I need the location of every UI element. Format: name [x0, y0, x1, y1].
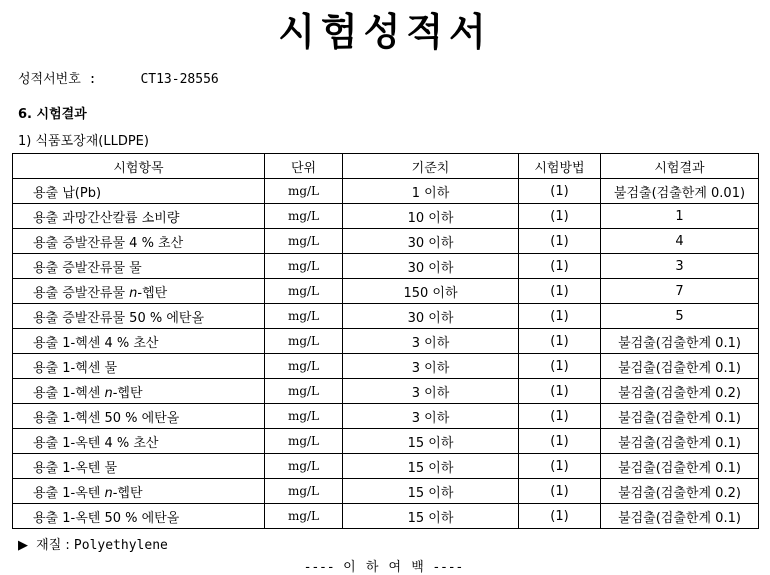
- end-of-document-note: ---- 이 하 여 백 ----: [305, 560, 465, 575]
- cell-standard: 3 이하: [343, 329, 519, 354]
- cell-unit: mg/L: [265, 329, 343, 354]
- table-row: [13, 204, 759, 229]
- cell-standard: 30 이하: [343, 254, 519, 279]
- table-row: [13, 304, 759, 329]
- cell-unit: mg/L: [265, 279, 343, 304]
- cell-standard: 30 이하: [343, 229, 519, 254]
- cell-test-item: 용출 과망간산칼륨 소비량: [13, 204, 265, 229]
- certificate-number-value: CT13-28556: [140, 72, 219, 87]
- table-row: [13, 379, 759, 404]
- cell-unit: mg/L: [265, 504, 343, 529]
- table-row: [13, 329, 759, 354]
- certificate-number-label: 성적서번호 :: [18, 72, 97, 87]
- cell-unit: mg/L: [265, 254, 343, 279]
- cell-test-item: 용출 증발잔류물 n-헵탄: [13, 279, 265, 304]
- header-method: 시험방법: [519, 154, 601, 179]
- table-row: [13, 479, 759, 504]
- cell-test-item: 용출 증발잔류물 4 % 초산: [13, 229, 265, 254]
- cell-test-item: 용출 1-옥텐 50 % 에탄올: [13, 504, 265, 529]
- cell-result: 3: [601, 254, 759, 279]
- cell-standard: 3 이하: [343, 379, 519, 404]
- table-row: [13, 454, 759, 479]
- results-table: [12, 153, 759, 529]
- cell-standard: 15 이하: [343, 429, 519, 454]
- material-marker: ▶: [18, 538, 28, 553]
- table-row: [13, 179, 759, 204]
- cell-method: (1): [519, 404, 601, 429]
- cell-result: 불검출(검출한계 0.1): [601, 329, 759, 354]
- table-body: [13, 179, 759, 529]
- cell-standard: 1 이하: [343, 179, 519, 204]
- header-standard: 기준치: [343, 154, 519, 179]
- cell-unit: mg/L: [265, 354, 343, 379]
- cell-result: 7: [601, 279, 759, 304]
- cell-standard: 30 이하: [343, 304, 519, 329]
- cell-result: 불검출(검출한계 0.1): [601, 429, 759, 454]
- cell-standard: 3 이하: [343, 354, 519, 379]
- cell-result: 4: [601, 229, 759, 254]
- cell-test-item: 용출 1-헥센 4 % 초산: [13, 329, 265, 354]
- table-row: [13, 279, 759, 304]
- document-title: 시험성적서: [278, 10, 492, 54]
- cell-result: 불검출(검출한계 0.2): [601, 479, 759, 504]
- cell-standard: 3 이하: [343, 404, 519, 429]
- cell-method: (1): [519, 479, 601, 504]
- cell-unit: mg/L: [265, 229, 343, 254]
- cell-test-item: 용출 1-헥센 물: [13, 354, 265, 379]
- cell-unit: mg/L: [265, 454, 343, 479]
- cell-standard: 15 이하: [343, 479, 519, 504]
- cell-test-item: 용출 1-헥센 n-헵탄: [13, 379, 265, 404]
- cell-result: 5: [601, 304, 759, 329]
- cell-test-item: 용출 1-옥텐 n-헵탄: [13, 479, 265, 504]
- cell-result: 불검출(검출한계 0.01): [601, 179, 759, 204]
- material-line: [18, 534, 168, 553]
- cell-result: 불검출(검출한계 0.2): [601, 379, 759, 404]
- cell-method: (1): [519, 279, 601, 304]
- cell-unit: mg/L: [265, 379, 343, 404]
- header-result: 시험결과: [601, 154, 759, 179]
- table-row: [13, 429, 759, 454]
- cell-unit: mg/L: [265, 304, 343, 329]
- cell-result: 1: [601, 204, 759, 229]
- cell-method: (1): [519, 254, 601, 279]
- certificate-number: [18, 68, 219, 87]
- cell-test-item: 용출 1-옥텐 물: [13, 454, 265, 479]
- table-row: [13, 254, 759, 279]
- cell-unit: mg/L: [265, 179, 343, 204]
- cell-method: (1): [519, 229, 601, 254]
- cell-result: 불검출(검출한계 0.1): [601, 454, 759, 479]
- cell-method: (1): [519, 204, 601, 229]
- cell-test-item: 용출 1-옥텐 4 % 초산: [13, 429, 265, 454]
- cell-test-item: 용출 납(Pb): [13, 179, 265, 204]
- cell-unit: mg/L: [265, 429, 343, 454]
- cell-unit: mg/L: [265, 479, 343, 504]
- cell-method: (1): [519, 379, 601, 404]
- cell-test-item: 용출 증발잔류물 50 % 에탄올: [13, 304, 265, 329]
- cell-test-item: 용출 1-헥센 50 % 에탄올: [13, 404, 265, 429]
- cell-method: (1): [519, 429, 601, 454]
- cell-result: 불검출(검출한계 0.1): [601, 404, 759, 429]
- cell-standard: 10 이하: [343, 204, 519, 229]
- table-row: [13, 404, 759, 429]
- table-row: [13, 354, 759, 379]
- cell-method: (1): [519, 504, 601, 529]
- cell-unit: mg/L: [265, 204, 343, 229]
- cell-test-item: 용출 증발잔류물 물: [13, 254, 265, 279]
- header-test-item: 시험항목: [13, 154, 265, 179]
- table-header-row: [13, 154, 759, 179]
- cell-standard: 150 이하: [343, 279, 519, 304]
- cell-standard: 15 이하: [343, 504, 519, 529]
- material-value: Polyethylene: [73, 538, 168, 553]
- subsection-title: 1) 식품포장재(LLDPE): [18, 134, 149, 149]
- cell-unit: mg/L: [265, 404, 343, 429]
- cell-result: 불검출(검출한계 0.1): [601, 504, 759, 529]
- cell-result: 불검출(검출한계 0.1): [601, 354, 759, 379]
- cell-method: (1): [519, 329, 601, 354]
- cell-method: (1): [519, 354, 601, 379]
- cell-method: (1): [519, 454, 601, 479]
- cell-method: (1): [519, 304, 601, 329]
- material-label: 재질 :: [36, 538, 70, 553]
- cell-standard: 15 이하: [343, 454, 519, 479]
- header-unit: 단위: [265, 154, 343, 179]
- section-title: 6. 시험결과: [18, 107, 87, 122]
- table-row: [13, 504, 759, 529]
- cell-method: (1): [519, 179, 601, 204]
- table-row: [13, 229, 759, 254]
